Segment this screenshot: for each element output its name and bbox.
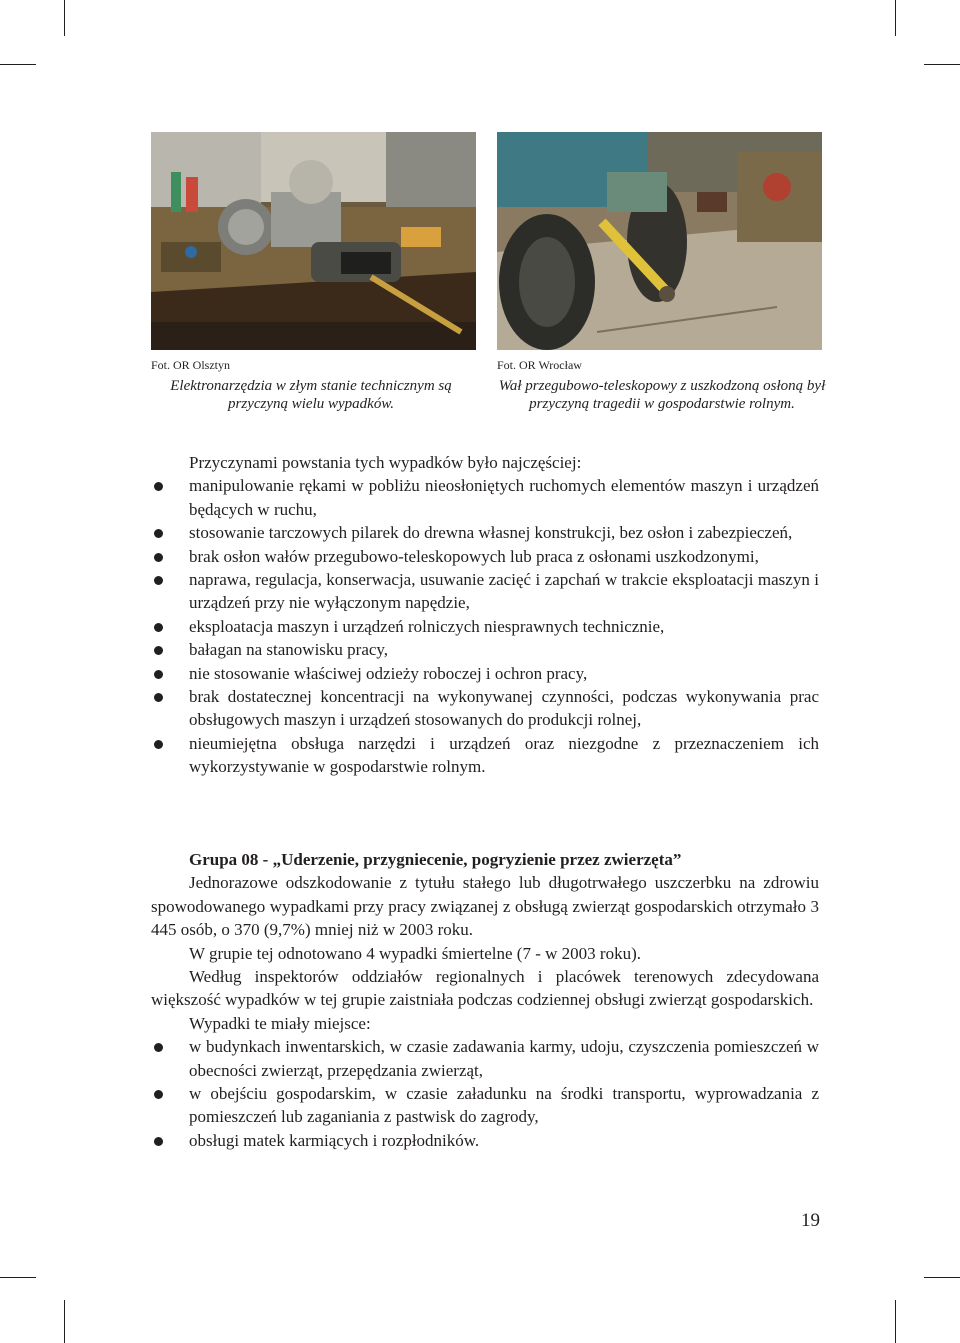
list-item-text: stosowanie tarczowych pilarek do drewna własnej konstrukcji, bez osłon i zabezpieczeń, bbox=[189, 523, 793, 543]
list-item bbox=[151, 662, 819, 685]
causes-list bbox=[151, 474, 819, 778]
list-item-text: bałagan na stanowisku pracy, bbox=[189, 640, 389, 660]
list-item-text: obsługi matek karmiących i rozpłodników. bbox=[189, 1130, 480, 1150]
bullet-icon bbox=[154, 646, 163, 655]
list-item-text: w obejściu gospodarskim, w czasie załadunku na środki transportu, wyprowadzania z pomieszczeń lub zaganiania z pastwisk do zagrody, bbox=[189, 1084, 819, 1127]
crop-mark bbox=[64, 1300, 65, 1343]
bullet-icon bbox=[154, 529, 163, 538]
list-item-text: brak dostatecznej koncentracji na wykonywanej czynności, podczas wykonywania prac obsługowych maszyn i urządzeń stosowanych do produkcji rolnej, bbox=[189, 687, 819, 730]
list-item-text: eksploatacja maszyn i urządzeń rolniczych niesprawnych technicznie, bbox=[189, 616, 665, 636]
list-item bbox=[151, 615, 819, 638]
list-item bbox=[151, 1129, 819, 1152]
list-item bbox=[151, 545, 819, 568]
bullet-icon bbox=[154, 670, 163, 679]
list-item-text: manipulowanie rękami w pobliżu nieosłoniętych ruchomych elementów maszyn i urządzeń będących w ruchu, bbox=[189, 476, 819, 519]
photo-caption-right: Wał przegubowo-teleskopowy z uszkodzoną osłoną był przyczyną tragedii w gospodarstwie rolnym. bbox=[498, 378, 826, 412]
list-item bbox=[151, 474, 819, 521]
photo-tractor-pto-shaft bbox=[497, 132, 822, 350]
photo-caption-left: Elektronarzędzia w złym stanie technicznym są przyczyną wielu wypadków. bbox=[170, 378, 452, 412]
page-number: 19 bbox=[801, 1210, 820, 1231]
bullet-icon bbox=[154, 1137, 163, 1146]
crop-mark bbox=[924, 64, 960, 65]
paragraph: W grupie tej odnotowano 4 wypadki śmiertelne (7 - w 2003 roku). bbox=[189, 943, 641, 963]
crop-mark bbox=[895, 0, 896, 36]
bullet-icon bbox=[154, 576, 163, 585]
paragraph: Według inspektorów oddziałów regionalnych i placówek terenowych zdecydowana większość wypadków w tej grupie zaistniała podczas codziennej obsługi zwierząt gospodarskich. bbox=[151, 967, 819, 1010]
bullet-icon bbox=[154, 1043, 163, 1052]
list-item-text: brak osłon wałów przegubowo-teleskopowych lub praca z osłonami uszkodzonymi, bbox=[189, 546, 759, 566]
list-item-text: nie stosowanie właściwej odzieży roboczej i ochron pracy, bbox=[189, 663, 588, 683]
crop-mark bbox=[0, 64, 36, 65]
bullet-icon bbox=[154, 740, 163, 749]
list-item bbox=[151, 685, 819, 732]
list-item bbox=[151, 732, 819, 779]
list-item bbox=[151, 1035, 819, 1082]
crop-mark bbox=[924, 1277, 960, 1278]
bullet-icon bbox=[154, 693, 163, 702]
list-item bbox=[151, 638, 819, 661]
paragraph: Wypadki te miały miejsce: bbox=[189, 1013, 371, 1033]
list-item bbox=[151, 1082, 819, 1129]
list-item bbox=[151, 568, 819, 615]
photo-credit-left: Fot. OR Olsztyn bbox=[151, 358, 231, 372]
bullet-icon bbox=[154, 1090, 163, 1099]
bullet-icon bbox=[154, 482, 163, 491]
paragraph: Jednorazowe odszkodowanie z tytułu stałego lub długotrwałego uszczerbku na zdrowiu spowodowanego wypadkami przy pracy związanej z obsługą zwierząt gospodarskich otrzymało 3 445 osób, o 370 (9,7%) mniej niż w 2003 roku. bbox=[151, 873, 819, 940]
list-item-text: naprawa, regulacja, konserwacja, usuwanie zacięć i zapchań w trakcie eksploatacji maszyn i urządzeń przy nie wyłączonym napędzie, bbox=[189, 570, 819, 613]
list-item-text: w budynkach inwentarskich, w czasie zadawania karmy, udoju, czyszczenia pomieszczeń w obecności zwierząt, przepędzania zwierząt, bbox=[189, 1037, 819, 1080]
group-08-section bbox=[151, 848, 819, 1152]
photo-credit-right: Fot. OR Wrocław bbox=[497, 358, 582, 372]
causes-intro: Przyczynami powstania tych wypadków było najczęściej: bbox=[189, 453, 582, 472]
photo-workshop-tools bbox=[151, 132, 476, 350]
crop-mark bbox=[64, 0, 65, 36]
bullet-icon bbox=[154, 553, 163, 562]
causes-section bbox=[151, 451, 819, 779]
bullet-icon bbox=[154, 623, 163, 632]
list-item-text: nieumiejętna obsługa narzędzi i urządzeń oraz niezgodne z przeznaczeniem ich wykorzystywanie w gospodarstwie rolnym. bbox=[189, 733, 819, 777]
crop-mark bbox=[895, 1300, 896, 1343]
section-heading: Grupa 08 - „Uderzenie, przygniecenie, pogryzienie przez zwierzęta” bbox=[189, 850, 682, 869]
crop-mark bbox=[0, 1277, 36, 1278]
places-list bbox=[151, 1035, 819, 1152]
list-item bbox=[151, 521, 819, 544]
